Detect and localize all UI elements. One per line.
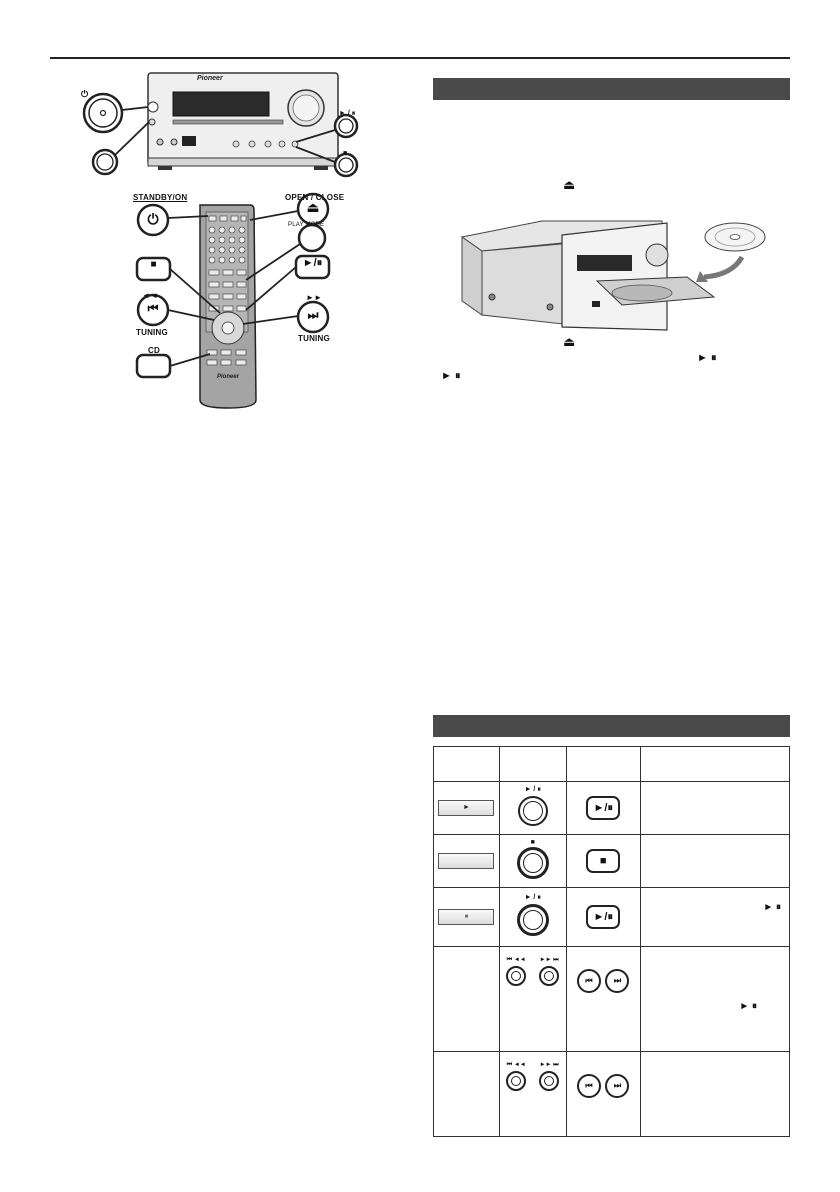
cd-label: CD [148,346,160,355]
unit-next-knob[interactable] [539,1071,559,1091]
remote-control-illustration [200,205,256,408]
play-pause-unit-label: ► / ⏸ [339,110,356,117]
unit-prev-knob[interactable] [506,966,526,986]
unit-button-label: ► / ⏸ [524,785,541,793]
open-close-label: OPEN / CLOSE [285,193,345,202]
remote-next-button[interactable]: ⏭ [605,969,629,993]
tuning-right-label: TUNING [298,334,330,343]
stop-button[interactable]: ■ [150,259,157,270]
table-row [434,888,790,947]
unit-prev-label: ⏮ ◄◄ [506,1062,526,1068]
fast-forward-label: ►► [306,293,323,302]
remote-play-pause-button[interactable]: ►/⏸ [586,796,620,820]
play-mode-label: PLAY MODE [288,222,325,228]
unit-play-pause-knob[interactable] [518,796,548,826]
rewind-label: ◄◄ [142,291,159,300]
power-symbol-label: ⏻ [81,89,89,99]
section-header-bar-bottom [433,715,790,737]
display-indicator [438,853,494,869]
section-header-bar-top [433,78,790,100]
stop-unit-label: ■ [343,150,348,157]
play-pause-button[interactable]: ►/⏸ [302,257,323,269]
unit-button-label: ■ [530,838,535,846]
remote-brand-logo: Pioneer [216,374,240,380]
unit-stop-knob[interactable] [517,847,549,879]
unit-next-label: ►► ⏭ [539,957,559,963]
open-close-button[interactable]: ⏏ [306,199,320,215]
standby-on-label: STANDBY/ON [133,193,188,202]
unit-next-label: ►► ⏭ [539,1062,559,1068]
table-row [434,947,790,1052]
operation-table [433,746,790,1137]
main-unit-illustration [148,73,338,170]
unit-brand-logo: Pioneer [197,75,223,82]
remote-stop-button[interactable]: ■ [586,849,620,873]
display-indicator: ⏸ [438,909,494,925]
unit-prev-knob[interactable] [506,1071,526,1091]
header-cell-unit [499,747,566,782]
header-cell-operation [640,747,789,782]
standby-button[interactable]: ⏻ [147,211,159,227]
table-row [434,1052,790,1137]
remote-next-button[interactable]: ⏭ [605,1074,629,1098]
unit-button-label: ► / ⏸ [524,893,541,901]
display-indicator: ► [438,800,494,816]
table-row [434,782,790,835]
unit-and-remote-illustration [60,70,380,415]
play-pause-symbol-2: ► ⏸ [441,370,461,382]
remote-prev-button[interactable]: ⏮ [577,969,601,993]
eject-symbol-2: ⏏ [563,334,576,349]
play-pause-symbol-1: ► ⏸ [697,352,717,364]
tuning-left-label: TUNING [136,328,168,337]
eject-symbol-1: ⏏ [563,177,576,192]
header-cell-display [434,747,500,782]
remote-play-pause-button[interactable]: ►/⏸ [586,905,620,929]
header-cell-remote [566,747,640,782]
unit-next-knob[interactable] [539,966,559,986]
play-pause-note: ► ⏸ [739,1001,757,1012]
unit-play-pause-knob[interactable] [517,904,549,936]
table-row [434,835,790,888]
play-pause-note: ► ⏸ [763,902,781,913]
unit-prev-label: ⏮ ◄◄ [506,957,526,963]
previous-button[interactable]: ⏮ [147,301,159,315]
remote-prev-button[interactable]: ⏮ [577,1074,601,1098]
top-rule [50,57,790,59]
table-header-row [434,747,790,782]
next-button[interactable]: ⏭ [307,308,319,322]
cd-tray-illustration [452,215,787,335]
